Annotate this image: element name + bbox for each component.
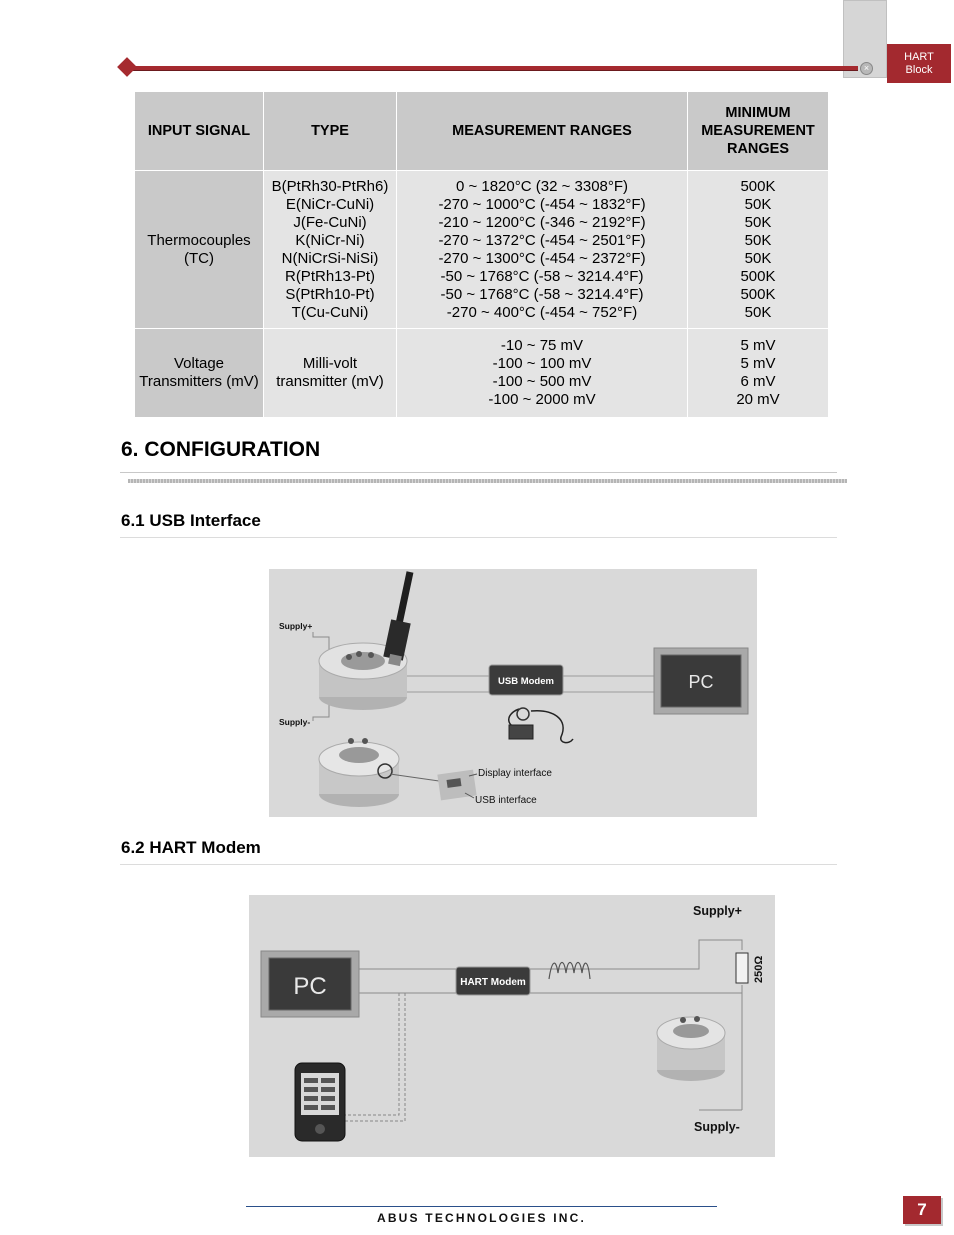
hart-modem-label: HART Modem [460, 977, 526, 988]
cell-line: -10 ~ 75 mV [500, 337, 584, 354]
close-icon: × [860, 62, 873, 75]
table-row-voltage [135, 329, 829, 418]
cell-line: 500K [740, 267, 776, 285]
usb-section-title: 6.1 USB Interface [121, 511, 261, 530]
cell-line: -100 ~ 500 mV [492, 373, 592, 390]
supply-minus-label: Supply- [279, 717, 311, 727]
cell-signal [135, 171, 264, 329]
cell-line: 50K [744, 195, 772, 213]
supply-plus-label: Supply+ [279, 621, 313, 631]
cell-line: B(PtRh30-PtRh6) [271, 177, 389, 195]
transmitter-bottom-icon [319, 738, 399, 807]
cell-signal [135, 329, 264, 418]
usb-cable-icon [383, 572, 410, 666]
header-diamond-icon [117, 57, 137, 77]
cell-line: -270 ~ 1372°C (-454 ~ 2501°F) [438, 231, 646, 249]
supply-minus-label: Supply- [694, 1120, 740, 1134]
signal-wave-icon [549, 963, 590, 980]
cell-line: Thermocouples [147, 231, 251, 249]
pc-label: PC [688, 672, 714, 692]
footer-rule [246, 1206, 717, 1207]
cell-line: N(NiCrSi-NiSi) [281, 249, 379, 267]
pc-label: PC [293, 973, 327, 1000]
header-tab-hart-block [887, 44, 951, 83]
header-rule-shadow [128, 70, 858, 71]
cell-line: 6 mV [740, 373, 776, 390]
resistor-label: 250Ω [753, 955, 765, 983]
resistor-icon [736, 953, 748, 983]
header-input-signal: INPUT SIGNAL [135, 92, 264, 171]
usb-interface-figure [269, 569, 757, 817]
cell-ranges [397, 171, 688, 329]
cell-ranges [397, 329, 688, 418]
hart-modem-figure [249, 895, 775, 1157]
hart-section-rule [120, 864, 837, 865]
header-type: TYPE [264, 92, 397, 171]
section-rule [120, 472, 837, 473]
cell-line: -50 ~ 1768°C (-58 ~ 3214.4°F) [440, 267, 644, 285]
cell-line: Transmitters (mV) [139, 373, 259, 390]
usb-modem-label: USB Modem [498, 676, 554, 687]
table-header-row [135, 92, 829, 171]
table-row-thermocouples [135, 171, 829, 329]
cell-minimums [688, 171, 829, 329]
cell-line: 500K [740, 285, 776, 303]
cell-line: K(NiCr-Ni) [295, 231, 365, 249]
header-minimum-ranges [688, 92, 829, 171]
hart-section-title: 6.2 HART Modem [121, 838, 261, 857]
usb-interface-label: USB interface [475, 795, 537, 806]
cell-line: -50 ~ 1768°C (-58 ~ 3214.4°F) [440, 285, 644, 303]
display-interface-label: Display interface [478, 768, 552, 779]
cell-minimums [688, 329, 829, 418]
cell-line: R(PtRh13-Pt) [284, 267, 376, 285]
cell-line: -270 ~ 1300°C (-454 ~ 2372°F) [438, 249, 646, 267]
tab-line2: Block [905, 64, 933, 76]
cell-line: 50K [744, 213, 772, 231]
cell-line: S(PtRh10-Pt) [285, 285, 375, 303]
cell-line: 50K [744, 303, 772, 321]
header-measurement-ranges: MEASUREMENT RANGES [397, 92, 688, 171]
cell-line: -100 ~ 100 mV [492, 355, 592, 372]
cell-line: -270 ~ 400°C (-454 ~ 752°F) [446, 303, 638, 321]
usb-modem-kit-icon [509, 708, 573, 743]
cell-line: transmitter (mV) [276, 373, 384, 390]
supply-plus-label: Supply+ [693, 904, 742, 918]
usb-section-rule [120, 537, 837, 538]
cell-line: 20 mV [736, 391, 780, 408]
header-min-line: RANGES [726, 141, 790, 157]
measurement-table [134, 91, 829, 418]
cell-line: 5 mV [740, 337, 776, 354]
cell-line: -270 ~ 1000°C (-454 ~ 1832°F) [438, 195, 646, 213]
cell-line: Voltage [173, 355, 225, 372]
cell-line: 500K [740, 177, 776, 195]
cell-line: E(NiCr-CuNi) [285, 195, 375, 213]
cell-line: 50K [744, 249, 772, 267]
section-rule-textured [128, 479, 847, 483]
cell-line: Milli-volt [302, 355, 358, 372]
tab-line1: HART [904, 51, 934, 63]
page-number: 7 [903, 1196, 941, 1224]
section-title: 6. CONFIGURATION [121, 438, 321, 461]
cell-line: -210 ~ 1200°C (-346 ~ 2192°F) [438, 213, 646, 231]
cell-line: -100 ~ 2000 mV [488, 391, 596, 408]
cell-line: (TC) [184, 249, 214, 267]
header-min-line: MINIMUM [725, 105, 791, 121]
header-min-line: MEASUREMENT [701, 123, 815, 139]
handheld-communicator-icon [295, 1063, 345, 1141]
cell-types [264, 329, 397, 418]
cell-line: 5 mV [740, 355, 776, 372]
cell-types [264, 171, 397, 329]
cell-line: 0 ~ 1820°C (32 ~ 3308°F) [455, 177, 629, 195]
cell-line: J(Fe-CuNi) [293, 213, 367, 231]
cell-line: T(Cu-CuNi) [291, 303, 369, 321]
cell-line: 50K [744, 231, 772, 249]
transmitter-icon [657, 1016, 725, 1081]
footer-company: ABUS TECHNOLOGIES INC. [376, 1211, 587, 1225]
